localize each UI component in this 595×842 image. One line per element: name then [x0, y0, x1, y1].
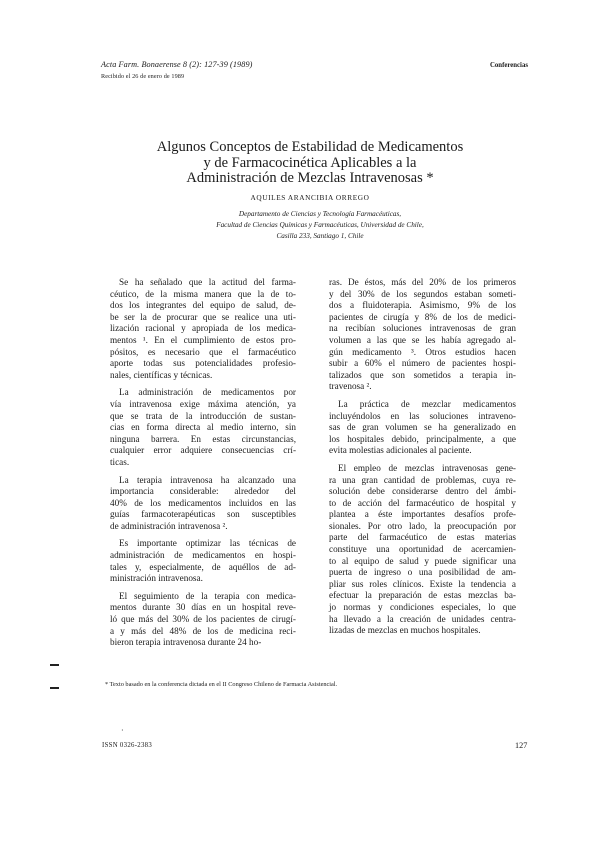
affiliation: [100, 209, 540, 242]
text-line: evita molestias adicionales al paciente.: [329, 445, 472, 456]
text-line: 40% de los medicamentos incluidos en las: [110, 497, 296, 508]
text-line: incluyéndolos en las soluciones intraveno-: [329, 410, 516, 421]
text-line: ninguna barrera. En estas circunstancias,: [110, 433, 296, 444]
text-line: vía intravenosa exige máxima atención, ya: [110, 398, 296, 409]
text-line: dos a fluidoterapia. Asimismo, 9% de los: [329, 300, 516, 311]
paragraph: [110, 591, 296, 649]
paragraph: [110, 277, 296, 381]
paragraph: [329, 463, 516, 637]
journal-citation: Acta Farm. Bonaerense 8 (2): 127-39 (1989): [101, 60, 253, 69]
text-line: ló que más del 30% de los pacientes de cirugí-: [110, 614, 296, 625]
author-name: AQUILES ARANCIBIA ORREGO: [250, 193, 370, 202]
text-line: subir a 60% el número de pacientes hospi-: [329, 358, 516, 369]
text-line: La terapia intravenosa ha alcanzado una: [119, 474, 296, 485]
text-line: que se trata de la introducción de sustan-: [110, 410, 296, 421]
text-line: to al equipo de salud y puede significar una: [329, 555, 516, 566]
text-line: nales, científicas y técnicas.: [110, 369, 213, 380]
text-line: na recibían soluciones intravenosas de gran: [329, 323, 516, 334]
paragraph: [110, 538, 296, 584]
text-line: dos los integrantes del equipo de salud, de-: [110, 300, 296, 311]
text-line: solución debe considerarse dentro del ámbi-: [329, 486, 516, 497]
title-line: Administración de Mezclas Intravenosas *: [186, 170, 434, 186]
text-line: plantea a éste importantes desafíos profe-: [329, 509, 516, 520]
text-line: aporte todas sus potencialidades profesio-: [110, 358, 296, 369]
paragraph: [329, 399, 516, 457]
text-line: travenosa ².: [329, 381, 372, 392]
text-line: El seguimiento de la terapia con medica-: [119, 590, 296, 601]
text-line: ra una gran cantidad de problemas, cuya re-: [329, 474, 516, 485]
text-line: pósitos, es necesario que el farmacéutico: [110, 346, 296, 357]
text-line: a y más del 48% de los de medicina reci-: [110, 625, 296, 636]
text-line: talizados que son sometidos a terapia in-: [329, 369, 516, 380]
text-line: lización racional y apropiada de los medica-: [110, 323, 296, 334]
text-line: lizadas de mezclas en muchos hospitales.: [329, 625, 481, 636]
received-date: Recibido el 26 de enero de 1989: [101, 73, 185, 80]
text-line: pliar sus roles clínicos. Existe la tendencia a: [329, 578, 516, 589]
text-line: administración de medicamentos en hospi-: [110, 550, 296, 561]
article-title: [100, 140, 520, 187]
text-line: cualquier error adquiere consecuencias crí-: [110, 445, 296, 456]
affiliation-line: Departamento de Ciencias y Tecnología Farmacéuticas,: [238, 210, 402, 218]
text-line: sionales. Por otro lado, la preocupación por: [329, 520, 516, 531]
footnote: * Texto basado en la conferencia dictada en el II Congreso Chileno de Farmacia Asistencial.: [105, 681, 338, 688]
text-line: tales y, especialmente, de aquéllos de ad-: [110, 561, 296, 572]
text-line: ticas.: [110, 456, 130, 467]
body-column-left: [110, 277, 296, 655]
affiliation-line: Facultad de Ciencias Químicas y Farmacéuticas, Universidad de Chile,: [216, 221, 424, 229]
text-line: mentos ¹. En el cumplimiento de estos pro-: [110, 334, 296, 345]
text-line: constituye una oportunidad de acercamien-: [329, 544, 516, 555]
text-line: parte del farmacéutico de estas materias: [329, 532, 516, 543]
text-line: céutico, de la misma manera que la de to-: [110, 288, 296, 299]
body-column-right: [329, 277, 516, 643]
margin-mark: [50, 687, 59, 689]
affiliation-line: Casilla 233, Santiago 1, Chile: [276, 232, 364, 240]
text-line: mentos durante 30 días en un hospital reve-: [110, 602, 296, 613]
text-line: Se ha señalado que la actitud del farma-: [119, 277, 296, 287]
text-line: pacientes de cirugía y 8% de los de medici-: [329, 311, 516, 322]
text-line: y del 30% de los segundos estaban someti-: [329, 288, 516, 299]
text-line: guías farmacoterapéuticas son susceptibles: [110, 509, 296, 520]
text-line: El empleo de mezclas intravenosas gene-: [338, 462, 516, 473]
text-line: La administración de medicamentos por: [119, 387, 296, 398]
text-line: be ser la de procurar que se realice una uti-: [110, 311, 296, 322]
text-line: ministración intravenosa.: [110, 573, 203, 584]
text-line: volumen a las que se les había agregado al-: [329, 334, 516, 345]
title-line: y de Farmacocinética Aplicables a la: [203, 154, 417, 171]
text-line: los hospitales debido, principalmente, a que: [329, 433, 516, 444]
title-line: Algunos Conceptos de Estabilidad de Medicamentos: [156, 139, 464, 155]
text-line: importancia considerable: alrededor del: [110, 486, 296, 497]
text-line: de administración intravenosa ².: [110, 520, 228, 531]
text-line: ha llevado a la creación de unidades centra-: [329, 613, 516, 624]
text-line: efectuar la preparación de estas mezclas ba-: [329, 590, 516, 601]
issn: ISSN 0326-2383: [102, 742, 153, 749]
paragraph: [110, 387, 296, 468]
text-line: sas de gran volumen se ha generalizado en: [329, 422, 516, 433]
margin-mark: [50, 664, 59, 666]
section-label: Conferencias: [489, 62, 528, 69]
text-line: Es importante optimizar las técnicas de: [119, 538, 296, 549]
paragraph: [329, 277, 516, 393]
text-line: ras. De éstos, más del 20% de los primeros: [329, 277, 516, 287]
text-line: cias en forma directa al medio interno, sin: [110, 422, 296, 433]
text-line: bieron terapia intravenosa durante 24 ho-: [110, 637, 262, 648]
text-line: puerta de ingreso o una posibilidad de am-: [329, 567, 516, 578]
text-line: jo normas y condiciones especiales, lo que: [329, 602, 516, 613]
text-line: to de acción del farmacéutico de hospital y: [329, 497, 516, 508]
text-line: gún medicamento ³. Otros estudios hacen: [329, 346, 516, 357]
paragraph: [110, 475, 296, 533]
scan-speck: ·: [121, 726, 124, 735]
page-number: 127: [515, 741, 528, 750]
text-line: La práctica de mezclar medicamentos: [338, 398, 516, 409]
